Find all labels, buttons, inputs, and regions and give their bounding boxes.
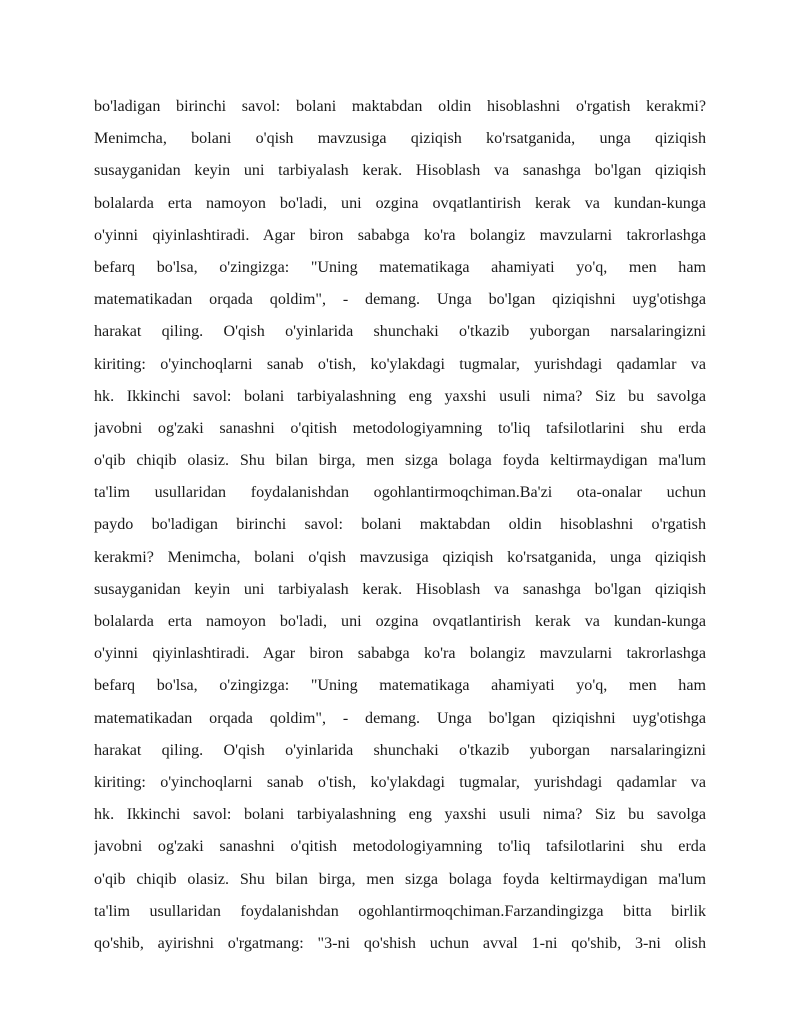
text-line: o'yinni qiyinlashtiradi. Agar biron sababga ko'ra bolangiz mavzularni takrorlashga	[94, 226, 706, 244]
text-line: hk. Ikkinchi savol: bolani tarbiyalashning eng yaxshi usuli nima? Siz bu savolga	[94, 387, 706, 405]
text-line: javobni og'zaki sanashni o'qitish metodologiyamning to'liq tafsilotlarini shu erda	[94, 838, 706, 856]
text-line: susayganidan keyin uni tarbiyalash kerak. Hisoblash va sanashga bo'lgan qiziqish	[94, 162, 706, 180]
text-line: matematikadan orqada qoldim", - demang. Unga bo'lgan qiziqishni uyg'otishga	[94, 709, 706, 727]
text-line: bo'ladigan birinchi savol: bolani maktabdan oldin hisoblashni o'rgatish kerakmi?	[94, 98, 706, 115]
text-line: qo'shib, ayirishni o'rgatmang: "3-ni qo'shish uchun avval 1-ni qo'shib, 3-ni olish	[94, 934, 706, 952]
text-line: ta'lim usullaridan foydalanishdan ogohlantirmoqchiman.Ba'zi ota-onalar uchun	[94, 484, 706, 502]
text-line: susayganidan keyin uni tarbiyalash kerak. Hisoblash va sanashga bo'lgan qiziqish	[94, 580, 706, 598]
text-line: paydo bo'ladigan birinchi savol: bolani maktabdan oldin hisoblashni o'rgatish	[94, 516, 706, 534]
text-line: bolalarda erta namoyon bo'ladi, uni ozgina ovqatlantirish kerak va kundan-kunga	[94, 194, 706, 212]
text-line: javobni og'zaki sanashni o'qitish metodologiyamning to'liq tafsilotlarini shu erda	[94, 419, 706, 437]
text-line: kiriting: o'yinchoqlarni sanab o'tish, ko'ylakdagi tugmalar, yurishdagi qadamlar va	[94, 773, 706, 791]
text-line: bolalarda erta namoyon bo'ladi, uni ozgina ovqatlantirish kerak va kundan-kunga	[94, 613, 706, 630]
text-line: ta'lim usullaridan foydalanishdan ogohlantirmoqchiman.Farzandingizga bitta birlik	[94, 902, 706, 920]
text-line: kerakmi? Menimcha, bolani o'qish mavzusiga qiziqish ko'rsatganida, unga qiziqish	[94, 548, 706, 566]
text-line: harakat qiling. O'qish o'yinlarida shunchaki o'tkazib yuborgan narsalaringizni	[94, 741, 706, 759]
text-line: Menimcha, bolani o'qish mavzusiga qiziqish ko'rsatganida, unga qiziqish	[94, 130, 706, 148]
text-line: matematikadan orqada qoldim", - demang. Unga bo'lgan qiziqishni uyg'otishga	[94, 291, 706, 309]
text-line: kiriting: o'yinchoqlarni sanab o'tish, ko'ylakdagi tugmalar, yurishdagi qadamlar va	[94, 355, 706, 373]
text-line: harakat qiling. O'qish o'yinlarida shunchaki o'tkazib yuborgan narsalaringizni	[94, 323, 706, 341]
text-line: o'qib chiqib olasiz. Shu bilan birga, men sizga bolaga foyda keltirmaydigan ma'lum	[94, 870, 706, 888]
text-line: o'yinni qiyinlashtiradi. Agar biron sababga ko'ra bolangiz mavzularni takrorlashga	[94, 645, 706, 663]
body-text	[94, 91, 706, 960]
text-line: o'qib chiqib olasiz. Shu bilan birga, men sizga bolaga foyda keltirmaydigan ma'lum	[94, 452, 706, 470]
text-line: befarq bo'lsa, o'zingizga: "Uning matematikaga ahamiyati yo'q, men ham	[94, 677, 706, 695]
text-line: befarq bo'lsa, o'zingizga: "Uning matematikaga ahamiyati yo'q, men ham	[94, 258, 706, 276]
text-line: hk. Ikkinchi savol: bolani tarbiyalashning eng yaxshi usuli nima? Siz bu savolga	[94, 806, 706, 824]
